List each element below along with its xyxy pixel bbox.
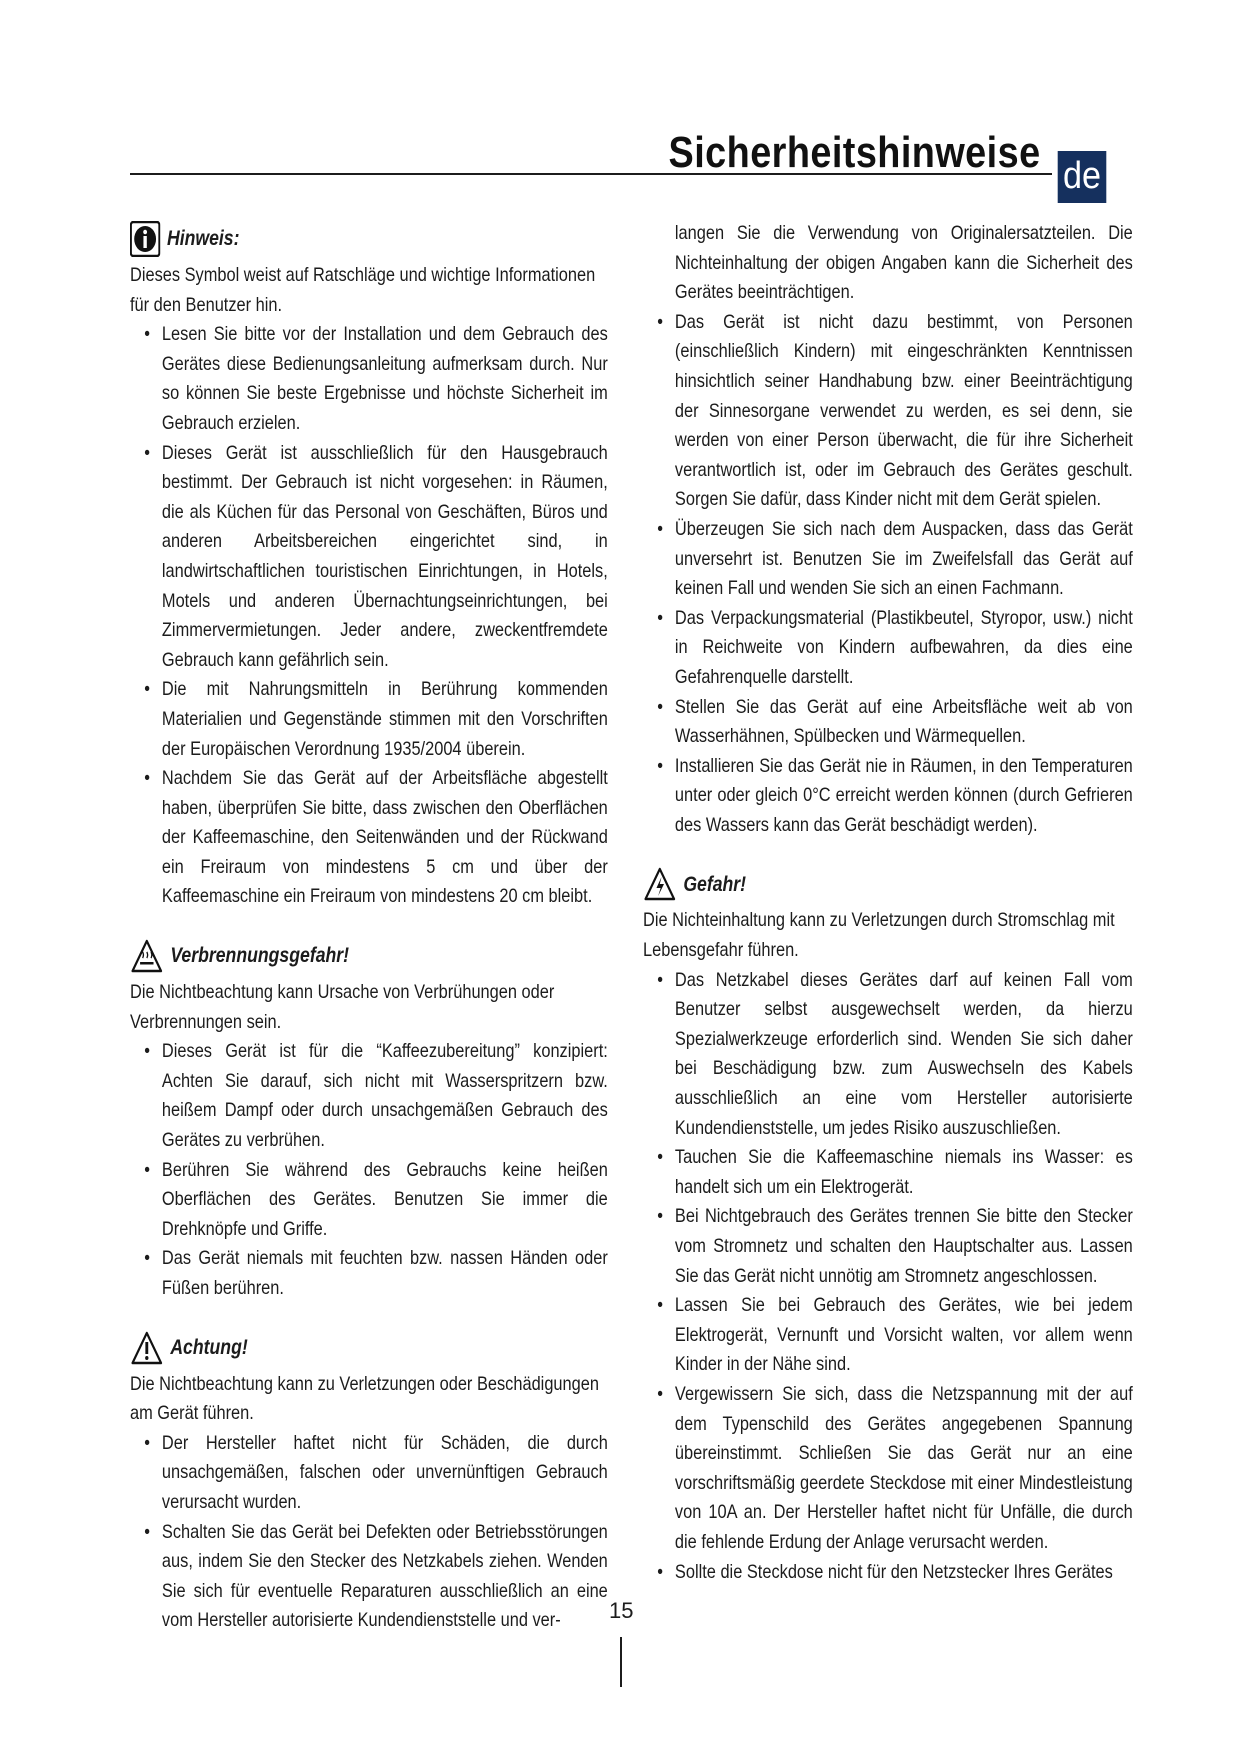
section-verbrennungsgefahr: [130, 936, 608, 1304]
electric-hazard-icon: [643, 866, 677, 902]
section-title: Gefahr!: [683, 872, 747, 896]
exclamation-warning-icon: [130, 1330, 164, 1366]
section-gefahr: [643, 864, 1133, 1587]
list-item: • Überzeugen Sie sich nach dem Auspacken, dass das Gerät unversehrt ist. Benutzen Sie im Zweifelsfall das Gerät auf keinen Fall und wenden Sie sich an einen Fachmann.: [643, 515, 1133, 604]
bullet-list: [643, 966, 1133, 1587]
list-item: • Tauchen Sie die Kaffeemaschine niemals ins Wasser: es handelt sich um ein Elektrogerät.: [643, 1143, 1133, 1202]
list-item: • Installieren Sie das Gerät nie in Räumen, in den Temperaturen unter oder gleich 0°C erreicht werden können (durch Gefrieren des Wassers kann das Gerät beschädigt werden).: [643, 752, 1133, 841]
section-hinweis: [130, 219, 608, 912]
footer-rule: [620, 1637, 622, 1687]
section-intro: Dieses Symbol weist auf Ratschläge und wichtige Informationen für den Benutzer hin.: [130, 264, 596, 316]
list-item: • Das Netzkabel dieses Gerätes darf auf keinen Fall vom Benutzer selbst ausgewechselt werden, da hierzu Spezialwerkzeuge erforderlich sind. Wenden Sie sich daher bei Beschädigung bzw. zum Auswechseln des Kabels ausschließlich an eine vom Hersteller autorisierte Kundendienststelle, um jedes Risiko auszuschließen.: [643, 966, 1133, 1144]
section-header: [130, 219, 608, 259]
list-item: • Stellen Sie das Gerät auf eine Arbeitsfläche weit ab von Wasserhähnen, Spülbecken und Wärmequellen.: [643, 693, 1133, 752]
section-intro: Die Nichtbeachtung kann zu Verletzungen oder Beschädigungen am Gerät führen.: [130, 1372, 599, 1425]
section-header: [643, 864, 1133, 904]
bullet-list: [130, 1037, 608, 1303]
section-achtung: [130, 1328, 608, 1636]
list-item: • Die mit Nahrungsmitteln in Berührung kommenden Materialien und Gegenstände stimmen mit den Vorschriften der Europäischen Verordnung 1935/2004 überein.: [130, 675, 608, 764]
page-title: Sicherheitshinweise: [668, 128, 1041, 177]
left-column: [130, 219, 608, 1636]
bullet-list: [130, 320, 608, 912]
list-item: • Das Gerät ist nicht dazu bestimmt, von Personen (einschließlich Kindern) mit eingeschränkten Kenntnissen hinsichtlich seiner Handhabung bzw. einer Beeinträchtigung der Sinnesorgane verwendet zu werden, es sei denn, sie werden von einer Person überwacht, die für ihre Sicherheit verantwortlich ist, oder im Gebrauch des Gerätes geschult. Sorgen Sie dafür, dass Kinder nicht mit dem Gerät spielen.: [643, 308, 1133, 515]
section-header: [130, 1328, 608, 1368]
continued-text: langen Sie die Verwendung von Originalersatzteilen. Die Nichteinhaltung der obigen Angaben kann die Sicherheit des Gerätes beeinträchtigen.: [674, 222, 1133, 304]
section-header: [130, 936, 608, 976]
section-title: Hinweis:: [166, 227, 240, 251]
list-item: • Sollte die Steckdose nicht für den Netzstecker Ihres Gerätes: [643, 1558, 1133, 1588]
list-item: • Dieses Gerät ist ausschließlich für den Hausgebrauch bestimmt. Der Gebrauch ist nicht vorgesehen: in Räumen, die als Küchen für das Personal von Geschäften, Büros und anderen Arbeitsbereichen eingerichtet sind, in landwirtschaftlichen touristischen Einrichtungen, in Hotels, Motels und anderen Übernachtungseinrichtungen, bei Zimmervermietungen. Jeder andere, zweckentfremdete Gebrauch kann gefährlich sein.: [130, 439, 608, 676]
list-item: • Bei Nichtgebrauch des Gerätes trennen Sie bitte den Stecker vom Stromnetz und schalten den Hauptschalter aus. Lassen Sie das Gerät nicht unnötig am Stromnetz angeschlossen.: [643, 1202, 1133, 1291]
hot-surface-warning-icon: [130, 938, 164, 974]
list-item: • Dieses Gerät ist für die “Kaffeezubereitung” konzipiert: Achten Sie darauf, sich nicht mit Wasserspritzern bzw. heißem Dampf oder durch unsachgemäßen Gebrauch des Gerätes zu verbrühen.: [130, 1037, 608, 1155]
list-item: • Lassen Sie bei Gebrauch des Gerätes, wie bei jedem Elektrogerät, Vernunft und Vorsicht walten, vor allem wenn Kinder in der Nähe sind.: [643, 1291, 1133, 1380]
list-item: • Berühren Sie während des Gebrauchs keine heißen Oberflächen des Gerätes. Benutzen Sie immer die Drehknöpfe und Griffe.: [130, 1156, 608, 1245]
language-badge: de: [1058, 151, 1107, 203]
section-title: Verbrennungsgefahr!: [170, 944, 350, 968]
section-intro: Die Nichtbeachtung kann Ursache von Verbrühungen oder Verbrennungen sein.: [130, 981, 555, 1033]
list-item: • Vergewissern Sie sich, dass die Netzspannung mit der auf dem Typenschild des Gerätes angegebenen Spannung übereinstimmt. Schließen Sie das Gerät nur an eine vorschriftsmäßig geerdete Steckdose mit einer Mindestleistung von 10A an. Der Hersteller haftet nicht für Unfälle, die durch die fehlende Erdung der Anlage verursacht werden.: [643, 1380, 1133, 1558]
right-column: [643, 219, 1133, 1587]
list-item: • Nachdem Sie das Gerät auf der Arbeitsfläche abgestellt haben, überprüfen Sie bitte, dass zwischen den Oberflächen der Kaffeemaschine, den Seitenwänden und der Rückwand ein Freiraum von mindestens 5 cm und über der Kaffeemaschine ein Freiraum von mindestens 20 cm bleibt.: [130, 764, 608, 912]
list-item: • Das Verpackungsmaterial (Plastikbeutel, Styropor, usw.) nicht in Reichweite von Kindern aufbewahren, da dies eine Gefahrenquelle darstellt.: [643, 604, 1133, 693]
list-item: • Das Gerät niemals mit feuchten bzw. nassen Händen oder Füßen berühren.: [130, 1244, 608, 1303]
page-number: 15: [609, 1598, 634, 1623]
section-intro: Die Nichteinhaltung kann zu Verletzungen durch Stromschlag mit Lebensgefahr führen.: [643, 909, 1115, 962]
info-icon: [130, 221, 160, 257]
list-item: • Schalten Sie das Gerät bei Defekten oder Betriebsstörungen aus, indem Sie den Stecker des Netzkabels ziehen. Wenden Sie sich für eventuelle Reparaturen ausschließlich an eine vom Hersteller autorisierte Kundendienststelle und ver-: [130, 1518, 608, 1636]
section-title: Achtung!: [170, 1335, 248, 1359]
bullet-list: [643, 308, 1133, 841]
list-item: • Der Hersteller haftet nicht für Schäden, die durch unsachgemäßen, falschen oder unvernünftigen Gebrauch verursacht wurden.: [130, 1429, 608, 1518]
list-item: • Lesen Sie bitte vor der Installation und dem Gebrauch des Gerätes diese Bedienungsanleitung aufmerksam durch. Nur so können Sie beste Ergebnisse und höchste Sicherheit im Gebrauch erzielen.: [130, 320, 608, 438]
bullet-list: [130, 1429, 608, 1636]
